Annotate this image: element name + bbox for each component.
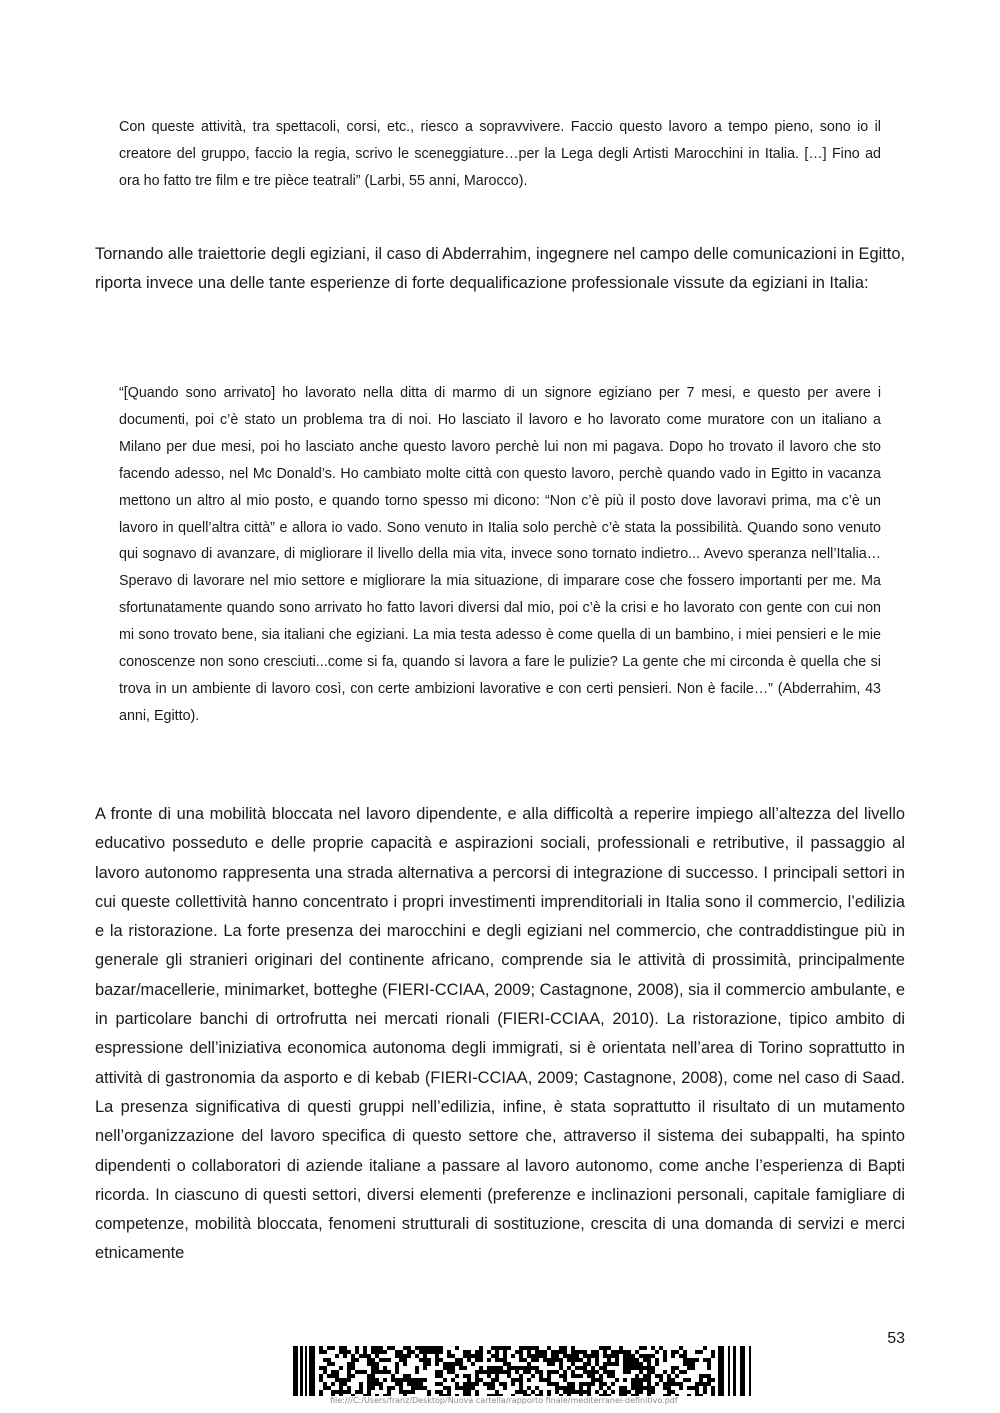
barcode-caption: file:///C:/Users/franz/Desktop/Nuova cartella/rapporto finale/mediterranei-definitivo.pdf: [330, 1396, 678, 1405]
body-paragraph-self-employment: A fronte di una mobilità bloccata nel lavoro dipendente, e alla difficoltà a reperire impiego all’altezza del livello educativo posseduto e delle proprie capacità e aspirazioni sociali, professionali e retributive, il passaggio al lavoro autonomo rappresenta una strada alternativa a percorsi di integrazione di successo. I principali settori in cui queste collettività hanno concentrato i propri investimenti imprenditoriali in Italia sono il commercio, l’edilizia e la ristorazione. La forte presenza dei marocchini e degli egiziani nel commercio, che contraddistingue più in generale gli stranieri originari del continente africano, comprende sia le attività di prossimità, principalmente bazar/macellerie, minimarket, botteghe (FIERI-CCIAA, 2009; Castagnone, 2008), sia il commercio ambulante, e in particolare banchi di ortrofrutta nei mercati rionali (FIERI-CCIAA, 2010). La ristorazione, tipico ambito di espressione dell’iniziativa economica autonoma degli immigrati, si è orientata nell’area di Torino soprattutto in attività di gastronomia da asporto e di kebab (FIERI-CCIAA, 2009; Castagnone, 2008), come nel caso di Saad. La presenza significativa di questi gruppi nell’edilizia, infine, è stata soprattutto il risultato di un mutamento nell’organizzazione del lavoro specifica di questo settore che, attraverso il sistema dei subappalti, ha spinto dipendenti o collaboratori di aziende italiane a passare al lavoro autonomo, come anche l’esperienza di Bapti ricorda. In ciascuno di questi settori, diversi elementi (preferenze e inclinazioni personali, capitale famigliare di competenze, mobilità bloccata, fenomeni strutturali di sostituzione, crescita di una domanda di servizi e merci etnicamente: [95, 805, 905, 1263]
body-paragraph-egyptian-trajectories: Tornando alle traiettorie degli egiziani, il caso di Abderrahim, ingegnere nel campo delle comunicazioni in Egitto, riporta invece una delle tante esperienze di forte dequalificazione professionale vissute da egiziani in Italia:: [95, 245, 905, 293]
interview-quote-abderrahim: “[Quando sono arrivato] ho lavorato nella ditta di marmo di un signore egiziano per 7 mesi, e questo per avere i documenti, poi c’è stato un problema tra di noi. Ho lasciato il lavoro e ho lavorato come muratore con un italiano a Milano per due mesi, poi ho lasciato anche questo lavoro perchè lui non mi pagava. Dopo ho trovato il lavoro che sto facendo adesso, nel Mc Donald’s. Ho cambiato molte città con questo lavoro, perchè quando vado in Egitto in vacanza mettono un altro al mio posto, e quando torno spesso mi dicono: “Non c’è più il posto dove lavoravi prima, ma c’è un lavoro in quell’altra città” e allora io vado. Sono venuto in Italia solo perchè c’è stata la possibilità. Quando sono venuto qui sognavo di avanzare, di migliorare il livello della mia vita, invece sono tornato indietro... Avevo speranza nell’Italia… Speravo di lavorare nel mio settore e migliorare la mia situazione, di imparare cose che fossero importanti per me. Ma sfortunatamente quando sono arrivato ho fatto lavori diversi dal mio, poi c’è la crisi e ho lavorato con gente con cui non mi sono trovato bene, sia italiani che egiziani. La mia testa adesso è come quella di un bambino, i miei pensieri e le mie conoscenze non sono cresciuti...come si fa, quando si lavora a fare le pulizie? La gente che mi circonda è quella che si trova in un ambiente di lavoro così, con certe ambizioni lavorative e con certi pensieri. Non è facile…” (Abderrahim, 43 anni, Egitto).: [119, 385, 881, 724]
barcode-image: [263, 1346, 768, 1396]
interview-quote-larbi: Con queste attività, tra spettacoli, corsi, etc., riesco a sopravvivere. Faccio questo lavoro a tempo pieno, sono io il creatore del gruppo, faccio la regia, scrivo le sceneggiature…per la Lega degli Artisti Marocchini in Italia. […] Fino ad ora ho fatto tre film e tre pièce teatrali” (Larbi, 55 anni, Marocco).: [119, 119, 881, 189]
page-number: 53: [887, 1330, 905, 1347]
